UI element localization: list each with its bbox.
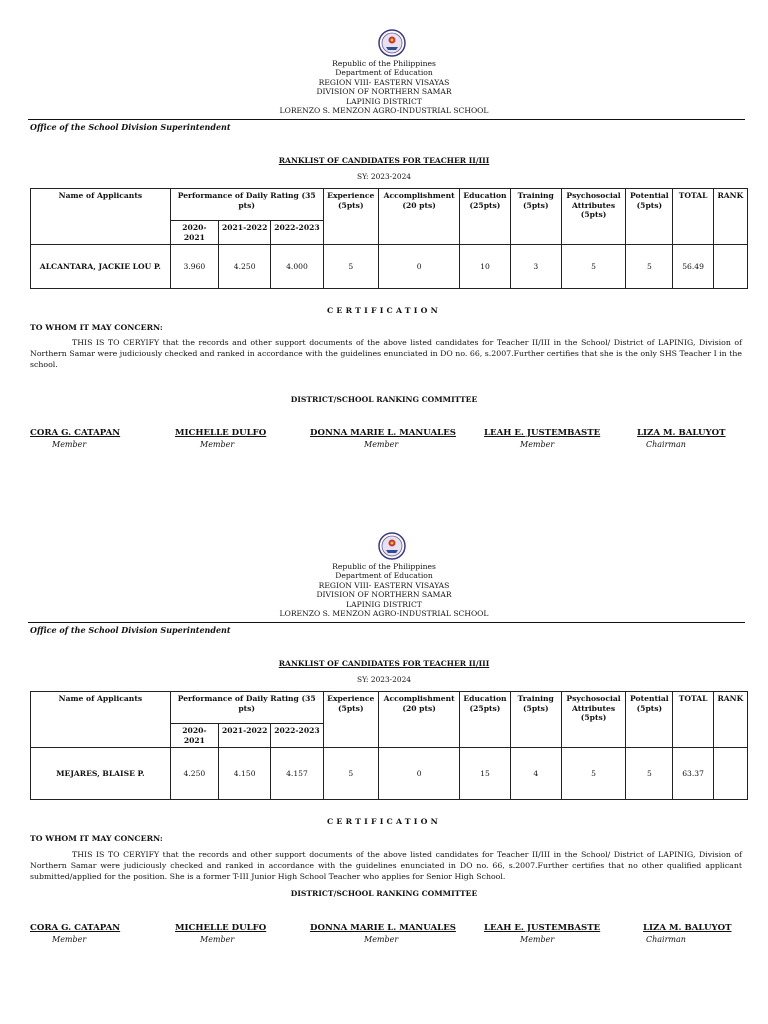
col-year-2021: 2021-2022 [219, 221, 271, 245]
signatory-name: LEAH E. JUSTEMBASTE [484, 923, 601, 933]
header-region: REGION VIII- EASTERN VISAYAS [318, 77, 450, 87]
signatory-name: LEAH E. JUSTEMBASTE [484, 428, 601, 438]
committee-title: DISTRICT/SCHOOL RANKING COMMITTEE [290, 889, 478, 898]
cell-rating-2022: 4.157 [271, 748, 323, 800]
signatory-name: LIZA M. BALUYOT [637, 428, 726, 438]
signatory-role: Member [364, 935, 399, 944]
table-row [31, 245, 748, 289]
cell-accomplishment: 0 [378, 245, 459, 289]
signatory-role: Chairman [646, 935, 686, 944]
to-whom-label: TO WHOM IT MAY CONCERN: [30, 834, 163, 843]
ranklist-section-2 [0, 503, 768, 1024]
signatory-role: Chairman [646, 440, 686, 449]
to-whom-label: TO WHOM IT MAY CONCERN: [30, 323, 163, 332]
header-republic: Republic of the Philippines [332, 59, 436, 68]
cell-rating-2020: 3.960 [170, 245, 218, 289]
cell-education: 10 [460, 245, 510, 289]
col-applicant-name: Name of Applicants [31, 692, 171, 748]
col-year-2022: 2022-2023 [271, 724, 323, 748]
signatory-role: Member [364, 440, 399, 449]
document-header [0, 59, 768, 115]
col-year-2020: 2020-2021 [170, 221, 218, 245]
signatory-role: Member [520, 440, 555, 449]
cell-accomplishment: 0 [378, 748, 459, 800]
office-label: Office of the School Division Superintendent [30, 122, 231, 132]
cell-rank [713, 748, 747, 800]
cell-psychosocial: 5 [561, 748, 625, 800]
certification-paragraph: THIS IS TO CERYIFY that the records and other support documents of the above listed candidates for Teacher II/III in the School/ District of LAPINIG, Division of Northern Samar were judiciously checked and ranked in accordance with the guidelines enunciated in DO no. 66, s.2007.Further certifies that no other qualified applicant submitted/applied for the position. She is a former T-III Junior High School Teacher who applies for Senior High School. [30, 850, 742, 881]
signatory-name: DONNA MARIE L. MANUALES [310, 428, 456, 438]
deped-seal-icon [378, 532, 406, 560]
deped-seal-icon [378, 29, 406, 57]
cell-experience: 5 [323, 245, 378, 289]
cell-potential: 5 [626, 748, 673, 800]
col-year-2022: 2022-2023 [271, 221, 323, 245]
col-experience: Experience (5pts) [323, 189, 378, 245]
signatory-name: MICHELLE DULFO [175, 923, 267, 933]
table-header-row [31, 692, 748, 724]
certification-title: CERTIFICATION [327, 306, 441, 315]
col-psychosocial: Psychosocial Attributes (5pts) [561, 692, 625, 748]
signatory-role: Member [200, 440, 235, 449]
signatory-role: Member [52, 935, 87, 944]
table-header-row [31, 189, 748, 221]
col-rank: RANK [713, 189, 747, 245]
committee-title: DISTRICT/SCHOOL RANKING COMMITTEE [290, 395, 478, 404]
col-total: TOTAL [673, 692, 713, 748]
col-potential: Potential (5pts) [626, 189, 673, 245]
cell-applicant: ALCANTARA, JACKIE LOU P. [31, 245, 171, 289]
table-row [31, 748, 748, 800]
ranklist-table [30, 188, 748, 289]
office-label: Office of the School Division Superintendent [30, 625, 231, 635]
signatory-role: Member [200, 935, 235, 944]
header-divider [28, 622, 745, 623]
col-training: Training (5pts) [510, 692, 561, 748]
cell-training: 3 [510, 245, 561, 289]
signatory-name: LIZA M. BALUYOT [643, 923, 732, 933]
cell-training: 4 [510, 748, 561, 800]
certification-paragraph: THIS IS TO CERYIFY that the records and other support documents of the above listed candidates for Teacher II/III in the School/ District of LAPINIG, Division of Northern Samar were judiciously checked and ranked in accordance with the guidelines enunciated in DO no. 66, s.2007.Further certifies that she is the only SHS Teacher I in the school. [30, 338, 742, 369]
cell-experience: 5 [323, 748, 378, 800]
document-header [0, 562, 768, 618]
cell-total: 63.37 [673, 748, 713, 800]
header-region: REGION VIII- EASTERN VISAYAS [318, 580, 450, 590]
header-department: Department of Education [335, 68, 433, 78]
col-education: Education (25pts) [460, 189, 510, 245]
ranklist-section-1 [0, 0, 768, 500]
header-divider [28, 119, 745, 120]
signatory-name: CORA G. CATAPAN [30, 428, 121, 438]
cell-potential: 5 [626, 245, 673, 289]
header-school: LORENZO S. MENZON AGRO-INDUSTRIAL SCHOOL [279, 106, 489, 116]
ranklist-title: RANKLIST OF CANDIDATES FOR TEACHER II/III [278, 659, 490, 668]
cell-education: 15 [460, 748, 510, 800]
col-year-2021: 2021-2022 [219, 724, 271, 748]
header-division: DIVISION OF NORTHERN SAMAR [316, 87, 452, 97]
ranklist-title: RANKLIST OF CANDIDATES FOR TEACHER II/III [278, 156, 490, 165]
header-district: LAPINIG DISTRICT [346, 599, 422, 609]
cell-rating-2021: 4.250 [219, 245, 271, 289]
col-accomplishment: Accomplishment (20 pts) [378, 692, 459, 748]
col-performance: Performance of Daily Rating (35 pts) [170, 189, 323, 221]
header-republic: Republic of the Philippines [332, 562, 436, 571]
col-rank: RANK [713, 692, 747, 748]
school-year: SY: 2023-2024 [357, 172, 411, 181]
col-total: TOTAL [673, 189, 713, 245]
cell-total: 56.49 [673, 245, 713, 289]
col-psychosocial: Psychosocial Attributes (5pts) [561, 189, 625, 245]
col-experience: Experience (5pts) [323, 692, 378, 748]
school-year: SY: 2023-2024 [357, 675, 411, 684]
col-training: Training (5pts) [510, 189, 561, 245]
col-performance: Performance of Daily Rating (35 pts) [170, 692, 323, 724]
cell-psychosocial: 5 [561, 245, 625, 289]
signatory-role: Member [520, 935, 555, 944]
cell-rank [713, 245, 747, 289]
col-applicant-name: Name of Applicants [31, 189, 171, 245]
signatory-name: CORA G. CATAPAN [30, 923, 121, 933]
col-potential: Potential (5pts) [626, 692, 673, 748]
cell-applicant: MEJARES, BLAISE P. [31, 748, 171, 800]
header-division: DIVISION OF NORTHERN SAMAR [316, 590, 452, 600]
cell-rating-2021: 4.150 [219, 748, 271, 800]
header-school: LORENZO S. MENZON AGRO-INDUSTRIAL SCHOOL [279, 609, 489, 619]
col-year-2020: 2020-2021 [170, 724, 218, 748]
col-accomplishment: Accomplishment (20 pts) [378, 189, 459, 245]
signatory-role: Member [52, 440, 87, 449]
col-education: Education (25pts) [460, 692, 510, 748]
signatory-name: DONNA MARIE L. MANUALES [310, 923, 456, 933]
header-district: LAPINIG DISTRICT [346, 96, 422, 106]
certification-title: CERTIFICATION [327, 817, 441, 826]
cell-rating-2020: 4.250 [170, 748, 218, 800]
header-department: Department of Education [335, 571, 433, 581]
cell-rating-2022: 4.000 [271, 245, 323, 289]
signatory-name: MICHELLE DULFO [175, 428, 267, 438]
ranklist-table [30, 691, 748, 800]
